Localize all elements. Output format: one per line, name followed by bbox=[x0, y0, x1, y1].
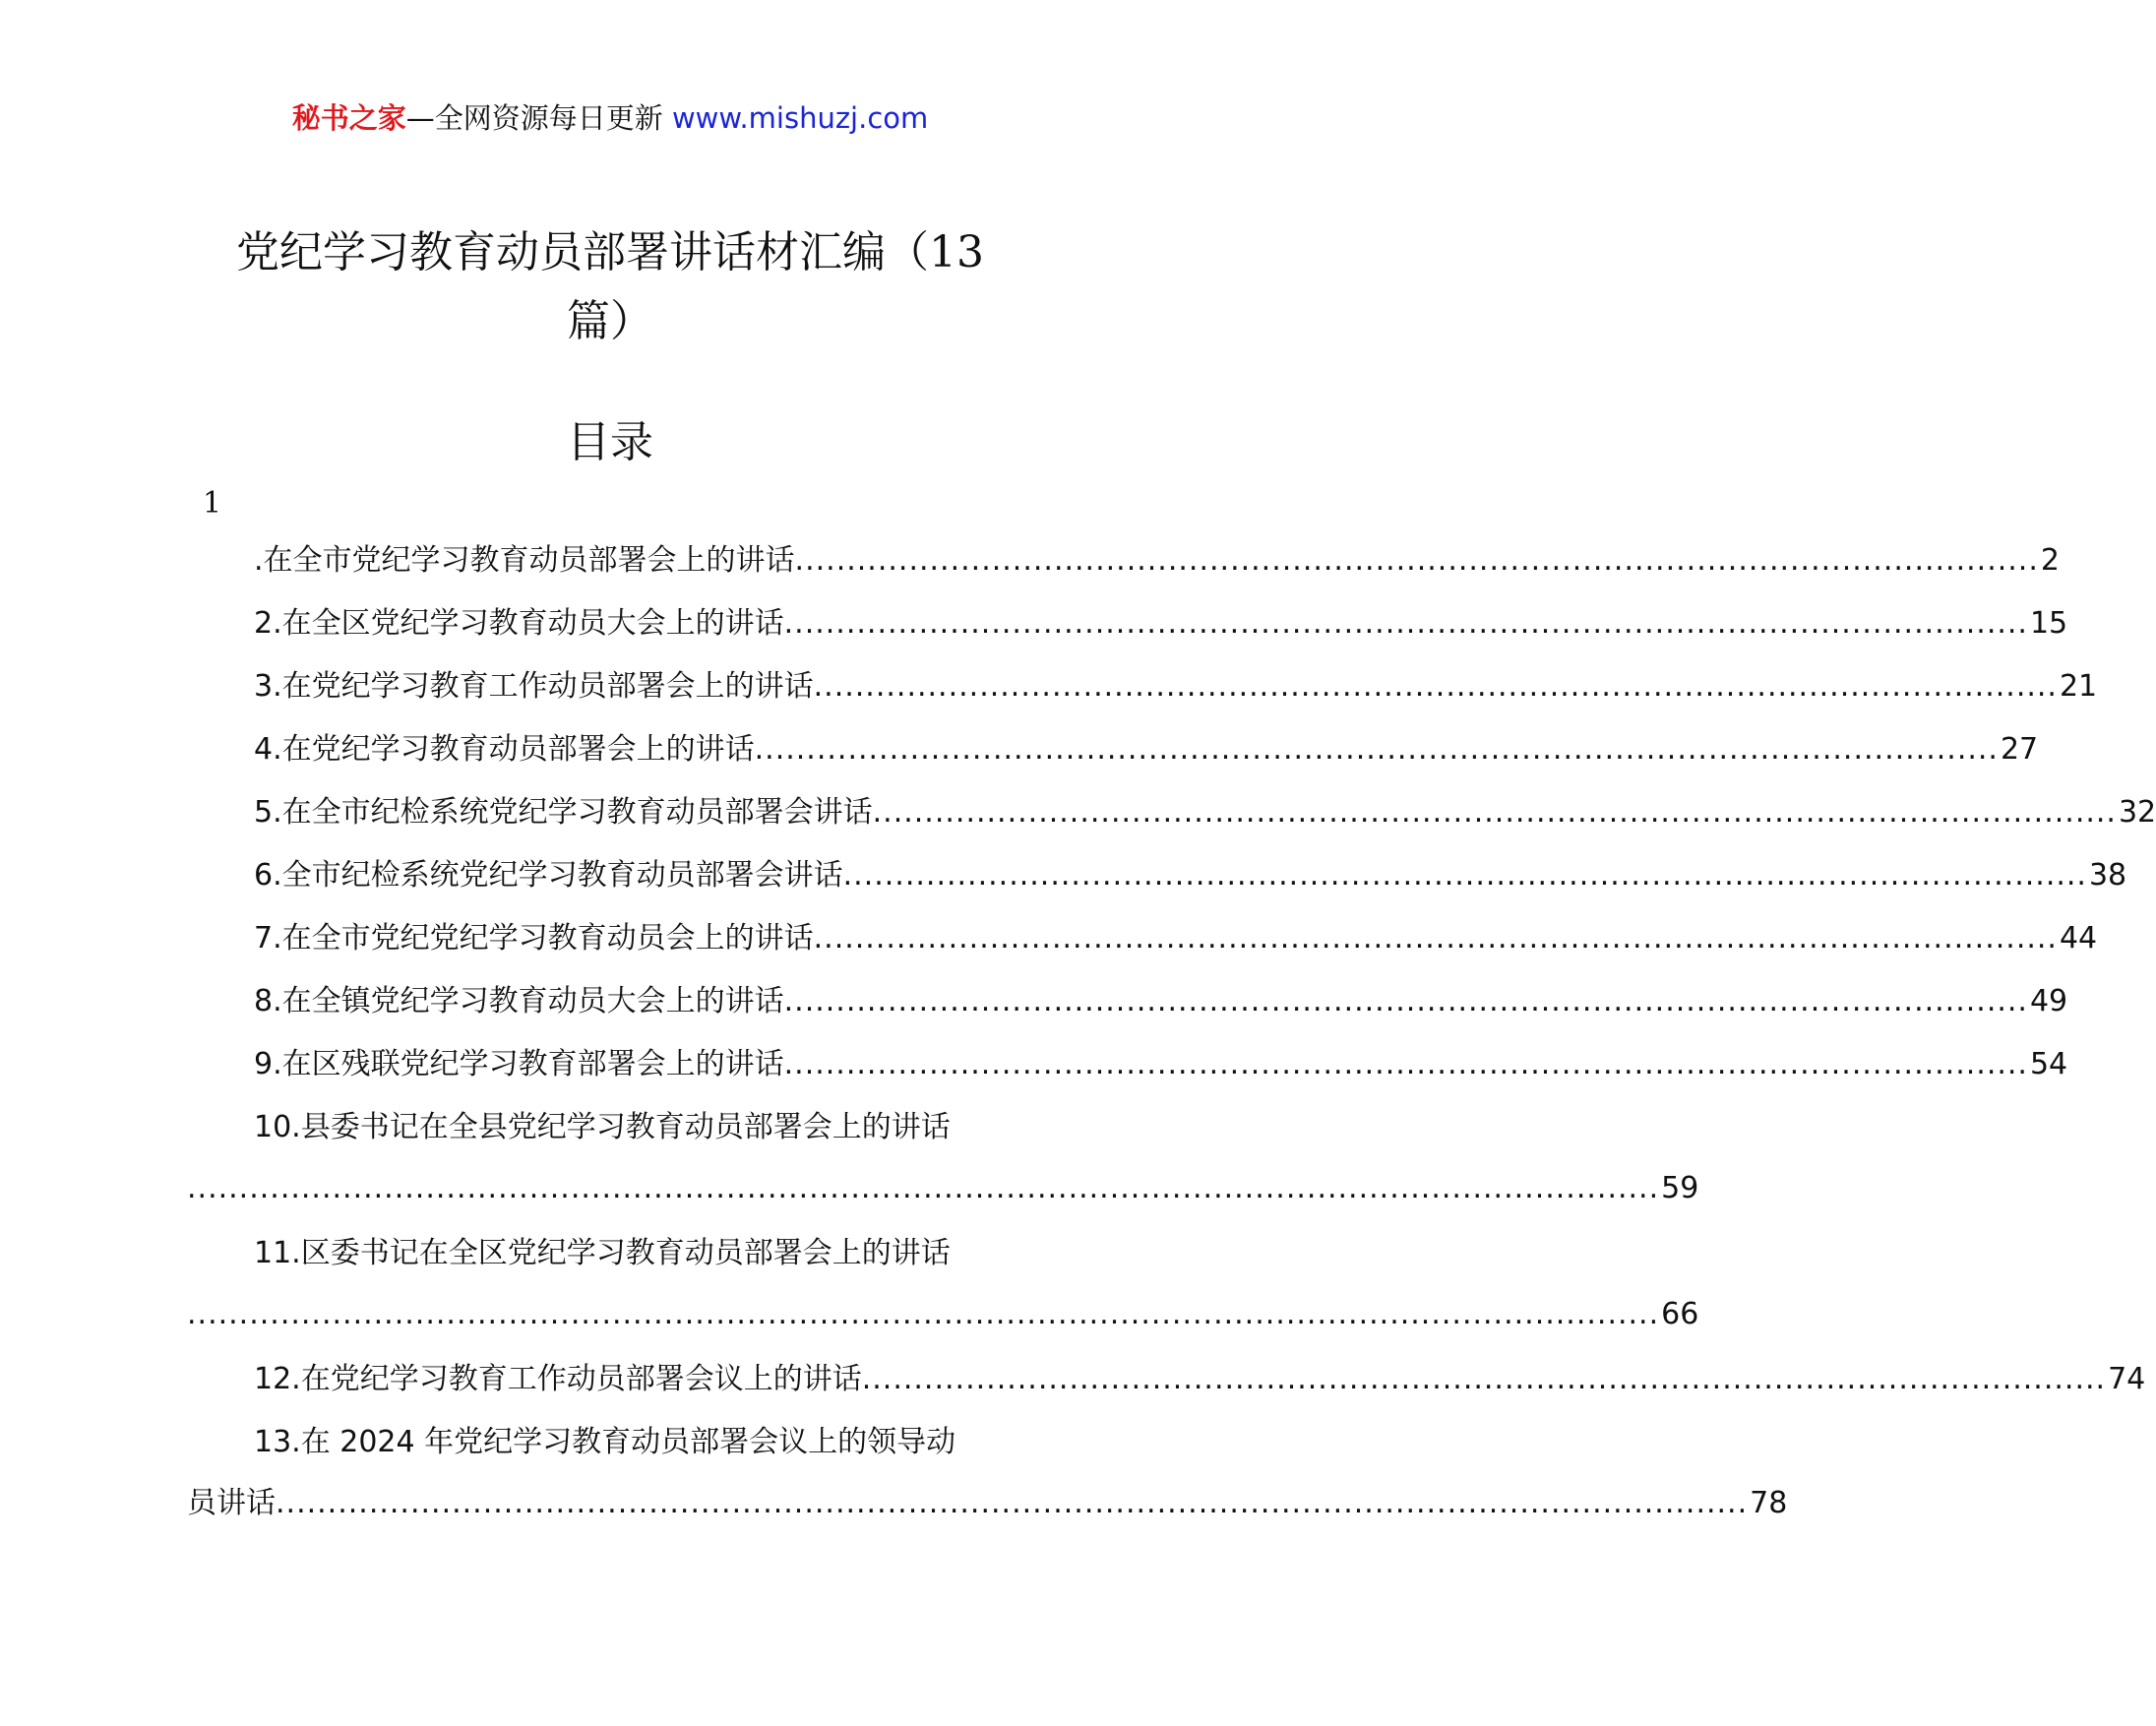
toc-leader-dots: .............................................................................................................................................. bbox=[187, 1297, 1660, 1331]
title-main: 党纪学习教育动员部署讲话材汇编（ bbox=[236, 227, 929, 277]
site-url-link[interactable]: www.mishuzj.com bbox=[671, 101, 929, 135]
toc-entry-label: 6.全市纪检系统党纪学习教育动员部署会讲话 bbox=[254, 858, 843, 893]
toc-leader-dots: .............................................................................................................................................. bbox=[276, 1486, 1749, 1520]
toc-entry-page: 32 bbox=[2118, 795, 2156, 830]
toc-entry[interactable] bbox=[254, 856, 2127, 895]
toc-entry-label: 12.在党纪学习教育工作动员部署会议上的讲话 bbox=[254, 1362, 862, 1396]
toc-heading: 目录 bbox=[567, 417, 653, 467]
toc-entry[interactable] bbox=[254, 730, 2039, 770]
toc-entry-label: 2.在全区党纪学习教育动员大会上的讲话 bbox=[254, 606, 784, 641]
toc-leader-dots: .............................................................................................................................................. bbox=[187, 1171, 1660, 1205]
toc-leader-dots: ........................................................................................................................ bbox=[794, 543, 2039, 578]
toc-leader-dots: ........................................................................................................................ bbox=[842, 858, 2087, 893]
toc-leader-dots: ........................................................................................................................ bbox=[813, 669, 2058, 704]
toc-entry-page: 66 bbox=[1661, 1297, 1699, 1331]
toc-entry[interactable] bbox=[254, 793, 2156, 832]
toc-entry-page: 44 bbox=[2059, 921, 2098, 955]
banner-tagline: —全网资源每日更新 bbox=[405, 101, 672, 135]
toc-entry[interactable] bbox=[254, 919, 2098, 958]
toc-entry-label: 7.在全市党纪党纪学习教育动员会上的讲话 bbox=[254, 921, 814, 955]
toc-entry-label: 5.在全市纪检系统党纪学习教育动员部署会讲话 bbox=[254, 795, 873, 830]
title-count: 13 bbox=[929, 227, 984, 277]
toc-entry-label: .在全市党纪学习教育动员部署会上的讲话 bbox=[254, 543, 795, 578]
toc-entry-page: 2 bbox=[2040, 543, 2060, 578]
site-banner bbox=[0, 98, 1220, 138]
toc-entry-page: 78 bbox=[1750, 1486, 1788, 1520]
toc-entry-label: 9.在区残联党纪学习教育部署会上的讲话 bbox=[254, 1047, 784, 1081]
toc-entry-label-cont: 员讲话 bbox=[187, 1486, 276, 1520]
toc-entry-label: 8.在全镇党纪学习教育动员大会上的讲话 bbox=[254, 984, 784, 1018]
toc-entry-page: 38 bbox=[2088, 858, 2127, 893]
toc-entry-page: 59 bbox=[1661, 1171, 1699, 1205]
title-end: 篇） bbox=[567, 296, 653, 346]
toc-entry[interactable] bbox=[254, 541, 2060, 581]
toc-entry-continuation[interactable] bbox=[187, 1484, 1788, 1523]
toc-entry-page: 54 bbox=[2029, 1047, 2068, 1081]
toc-entry-page: 74 bbox=[2108, 1362, 2146, 1396]
toc-entry[interactable] bbox=[254, 1045, 2068, 1084]
toc-leader-dots: ........................................................................................................................ bbox=[872, 795, 2117, 830]
toc-entry-label[interactable]: 10.县委书记在全县党纪学习教育动员部署会上的讲话 bbox=[254, 1110, 951, 1144]
toc-entry-page: 15 bbox=[2029, 606, 2068, 641]
toc-leader-dots: ........................................................................................................................ bbox=[783, 1047, 2028, 1081]
toc-leader-dots: ........................................................................................................................ bbox=[783, 606, 2028, 641]
toc-entry-label: 4.在党纪学习教育动员部署会上的讲话 bbox=[254, 732, 755, 767]
toc-entry[interactable] bbox=[254, 1360, 2146, 1399]
toc-entry-label: 3.在党纪学习教育工作动员部署会上的讲话 bbox=[254, 669, 814, 704]
toc-entry-page: 49 bbox=[2029, 984, 2068, 1018]
document-title bbox=[202, 218, 1018, 356]
brand-name: 秘书之家 bbox=[291, 101, 406, 135]
toc-entry[interactable] bbox=[254, 982, 2068, 1021]
toc-entry[interactable] bbox=[254, 604, 2068, 644]
toc-entry-continuation[interactable] bbox=[187, 1295, 1699, 1334]
toc-leader-dots: ........................................................................................................................ bbox=[754, 732, 1999, 767]
toc-entry-continuation[interactable] bbox=[187, 1169, 1699, 1208]
toc-entry-page: 27 bbox=[2000, 732, 2039, 767]
toc-leader-dots: ........................................................................................................................ bbox=[783, 984, 2028, 1018]
toc-entry-label[interactable]: 13.在 2024 年党纪学习教育动员部署会议上的领导动 bbox=[254, 1425, 956, 1459]
toc-leader-dots: ........................................................................................................................ bbox=[861, 1362, 2107, 1396]
toc-entry[interactable] bbox=[254, 667, 2098, 707]
toc-stray-number: 1 bbox=[203, 486, 222, 521]
toc-entry-label[interactable]: 11.区委书记在全区党纪学习教育动员部署会上的讲话 bbox=[254, 1236, 951, 1270]
toc-entry-page: 21 bbox=[2059, 669, 2098, 704]
toc-leader-dots: ........................................................................................................................ bbox=[813, 921, 2058, 955]
